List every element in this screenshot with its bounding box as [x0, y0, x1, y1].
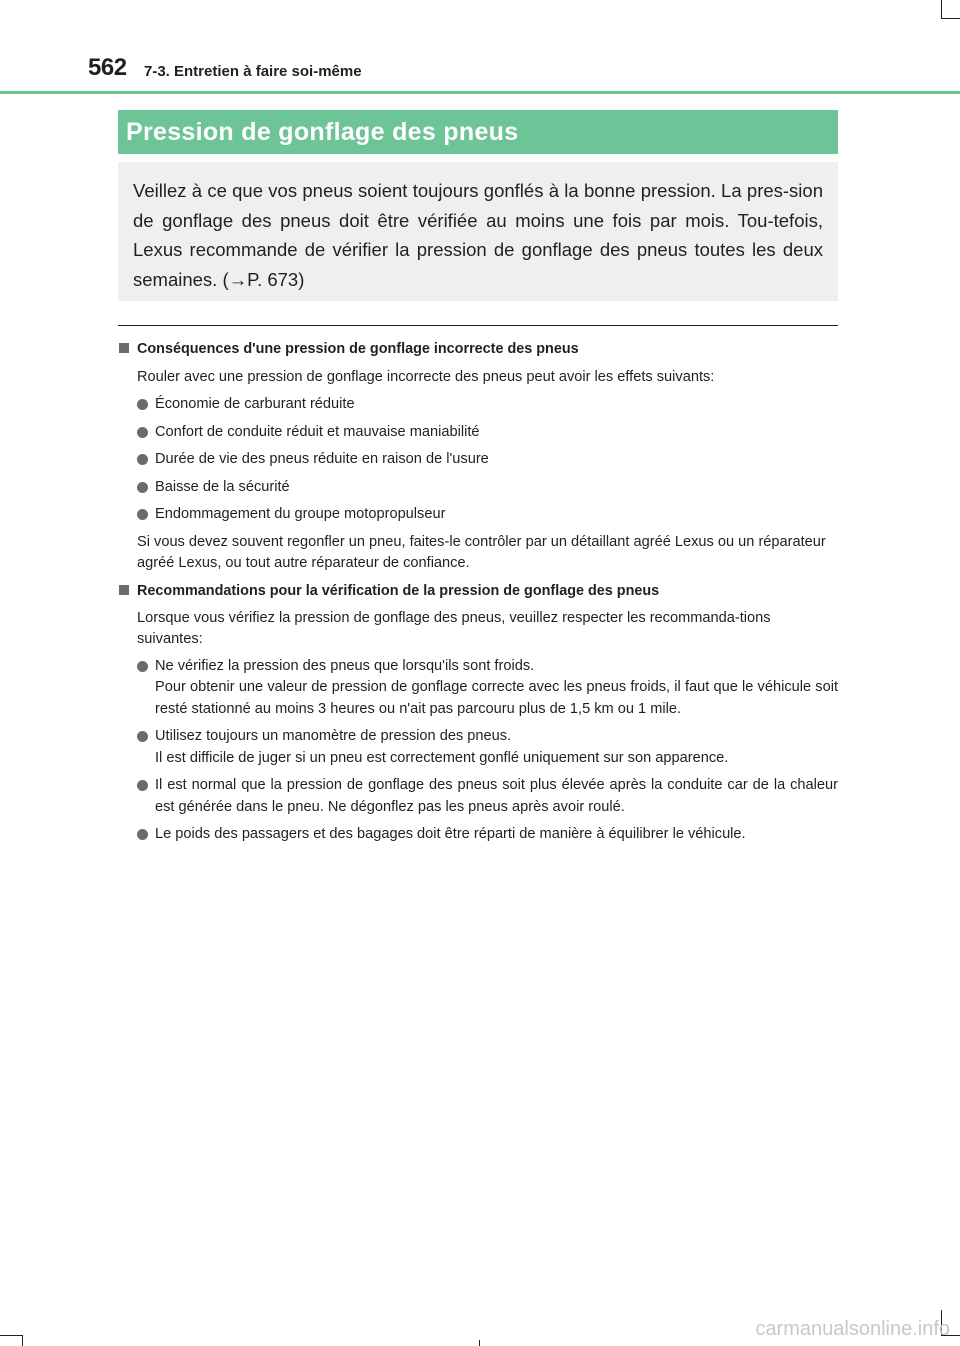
list-item: Baisse de la sécurité — [118, 477, 838, 499]
paragraph-closing: Si vous devez souvent regonfler un pneu, faites-le contrôler par un détaillant agréé Lexus ou un réparateur agréé Lexus, ou tout autre réparateur de confiance. — [137, 533, 826, 571]
round-bullet-icon — [137, 482, 148, 493]
round-bullet-icon — [137, 509, 148, 520]
section-title: Pression de gonflage des pneus — [118, 110, 838, 154]
list-item: Confort de conduite réduit et mauvaise maniabilité — [118, 422, 838, 444]
list-item: Il est normal que la pression de gonflage des pneus soit plus élevée après la conduite car de la chaleur est générée dans le pneu. Ne dégonflez pas les pneus après avoir roulé. — [118, 775, 838, 818]
round-bullet-icon — [137, 661, 148, 672]
page-number: 562 — [88, 54, 127, 81]
round-bullet-icon — [137, 427, 148, 438]
list-item: Utilisez toujours un manomètre de pression des pneus. Il est difficile de juger si un pneu est correctement gonflé uniquement sur son apparence. — [118, 726, 838, 769]
round-bullet-icon — [137, 454, 148, 465]
list-item: Endommagement du groupe motopropulseur — [118, 504, 838, 526]
list-item: Ne vérifiez la pression des pneus que lorsqu'ils sont froids. Pour obtenir une valeur de pression de gonflage correcte avec les pneus froids, il faut que le véhicule soit resté stationné au moins 3 heures ou n'ait pas parcouru plus de 1,5 km ou 1 mile. — [118, 656, 838, 721]
crop-mark — [22, 1335, 23, 1346]
crop-mark — [479, 1340, 480, 1346]
crop-mark — [941, 0, 942, 18]
header-rule — [0, 91, 960, 94]
paragraph-lead: Lorsque vous vérifiez la pression de gonflage des pneus, veuillez respecter les recommanda-tions suivantes: — [137, 609, 771, 647]
crop-mark — [0, 1335, 22, 1336]
section-divider — [118, 325, 838, 326]
sub-heading-recommendations: Recommandations pour la vérification de la pression de gonflage des pneus — [118, 580, 838, 602]
crop-mark — [941, 18, 960, 19]
list-item: Économie de carburant réduite — [118, 394, 838, 416]
round-bullet-icon — [137, 829, 148, 840]
round-bullet-icon — [137, 731, 148, 742]
list-item: Le poids des passagers et des bagages doit être réparti de manière à équilibrer le véhicule. — [118, 824, 838, 846]
round-bullet-icon — [137, 399, 148, 410]
chapter-title: 7-3. Entretien à faire soi-même — [144, 63, 362, 80]
content — [118, 338, 838, 852]
paragraph-lead: Rouler avec une pression de gonflage incorrecte des pneus peut avoir les effets suivants: — [137, 369, 715, 385]
round-bullet-icon — [137, 780, 148, 791]
sub-heading-consequences: Conséquences d'une pression de gonflage incorrecte des pneus — [118, 338, 838, 360]
list-item: Durée de vie des pneus réduite en raison de l'usure — [118, 449, 838, 471]
watermark: carmanualsonline.info — [755, 1318, 950, 1340]
intro-box: Veillez à ce que vos pneus soient toujours gonflés à la bonne pression. La pres-sion de gonflage des pneus doit être vérifiée au moins une fois par mois. Tou-tefois, Lexus recommande de vérifier la pression de gonflage des pneus toutes les deux semaines. (→P. 673) — [118, 162, 838, 301]
square-bullet-icon — [119, 343, 129, 353]
square-bullet-icon — [119, 585, 129, 595]
